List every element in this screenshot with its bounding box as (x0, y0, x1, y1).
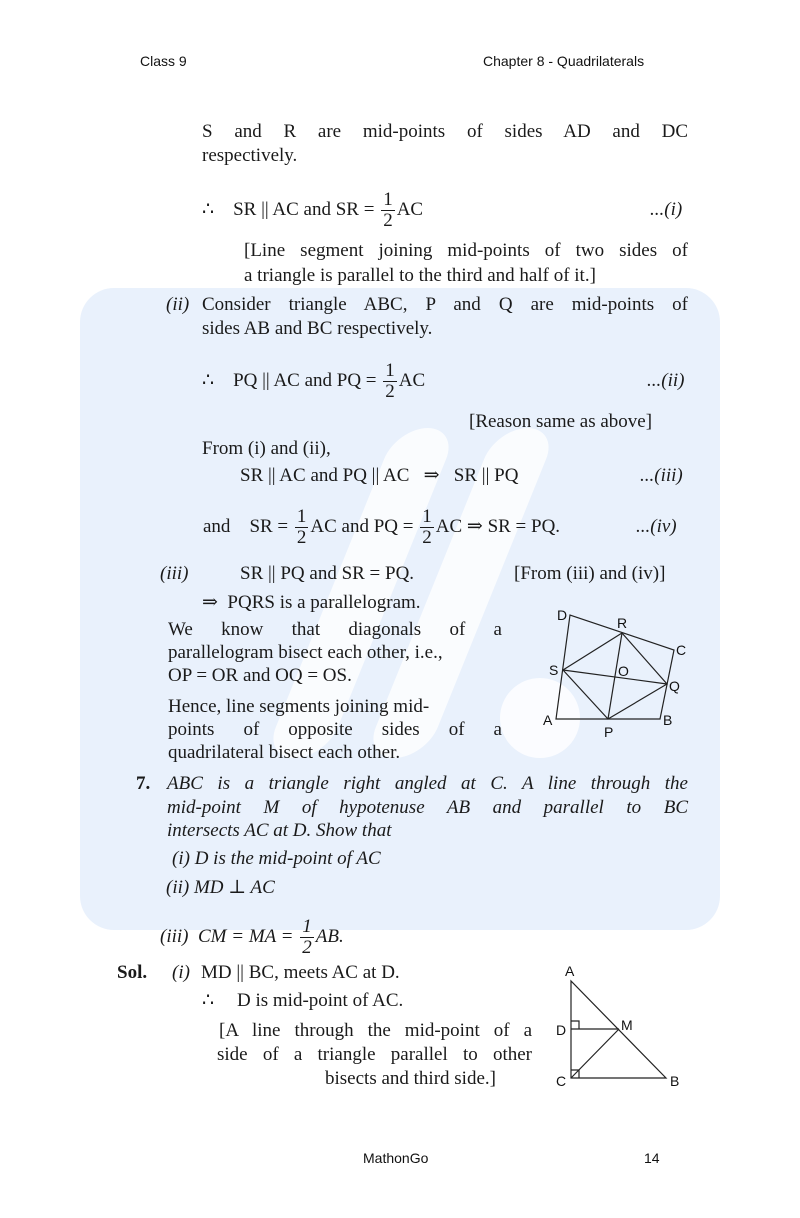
header-chapter: Chapter 8 - Quadrilaterals (483, 53, 645, 69)
para2-line3: quadrilateral bisect each other. (168, 742, 401, 763)
label-b: B (670, 1073, 680, 1089)
question-number: 7. (136, 773, 151, 794)
eq-right: AC (396, 198, 424, 220)
and-word: and (203, 515, 231, 537)
eq2-c: AC ⇒ SR = PQ. (435, 515, 561, 537)
label-o: O (618, 663, 629, 679)
eq-tag-iv: ...(iv) (636, 516, 677, 537)
item-label: (i) (172, 848, 190, 869)
para2-line2: points of opposite sides of a (168, 719, 502, 740)
implies-line: SR || AC and PQ || AC ⇒ SR || PQ (240, 465, 519, 486)
footer-page-number: 14 (644, 1150, 660, 1166)
part-ii-line2: sides AB and BC respectively. (202, 318, 433, 339)
para1-line3: OP = OR and OQ = OS. (168, 665, 352, 686)
part-iii-reason: [From (iii) and (iv)] (514, 563, 666, 584)
part-iii-conclusion: ⇒ PQRS is a parallelogram. (202, 592, 421, 613)
part-i-line2: respectively. (202, 145, 298, 166)
eq2-a: SR = (249, 515, 289, 537)
therefore-symbol: ∴ (202, 198, 215, 220)
q7-item-i (172, 848, 381, 870)
q7-item-iii (160, 917, 344, 958)
part-ii-line1: Consider triangle ABC, P and Q are mid-points of (202, 294, 688, 315)
label-m: M (621, 1017, 633, 1033)
fraction-half (300, 917, 314, 958)
frac-den: 2 (296, 527, 307, 548)
frac-den: 2 (422, 527, 432, 548)
item-label: (iii) (160, 925, 189, 947)
item-text: MD ⊥ AC (193, 877, 275, 898)
part-i-equation (202, 190, 423, 231)
label-d: D (556, 1022, 567, 1038)
quad-abcd (556, 615, 674, 719)
diagonal-sq (563, 670, 667, 684)
label-b: B (663, 712, 673, 728)
fraction-half (381, 190, 395, 231)
q7-line1: ABC is a triangle right angled at C. A line through the (167, 773, 688, 794)
label-r: R (617, 615, 628, 631)
item-text-b: AB. (315, 925, 344, 947)
right-angle-d (571, 1021, 579, 1029)
fraction-half (295, 507, 309, 548)
from-i-and-ii: From (i) and (ii), (202, 438, 331, 459)
eq-left: PQ || AC and PQ = (233, 369, 377, 391)
frac-num: 1 (385, 360, 395, 381)
label-q: Q (669, 678, 680, 694)
frac-den: 2 (385, 381, 395, 402)
equality-line (203, 507, 560, 548)
header-class: Class 9 (140, 53, 187, 69)
para1-line1: We know that diagonals of a (168, 619, 502, 640)
label-p: P (604, 724, 614, 740)
solution-reason2: side of a triangle parallel to other (217, 1044, 532, 1065)
fraction-half (420, 507, 434, 548)
q7-line2: mid-point M of hypotenuse AB and parallel to BC (167, 797, 688, 818)
q7-line3: intersects AC at D. Show that (167, 820, 392, 841)
label-s: S (549, 662, 559, 678)
label-d: D (557, 607, 568, 623)
para2-line1: Hence, line segments joining mid- (168, 696, 430, 717)
reason-i-line2: a triangle is parallel to the third and half of it.] (244, 265, 596, 286)
solution-line2: D is mid-point of AC. (237, 990, 404, 1011)
fraction-half (383, 361, 397, 402)
part-iii-label: (iii) (160, 563, 189, 584)
frac-den: 2 (383, 210, 393, 231)
frac-den: 2 (302, 937, 312, 958)
frac-num: 1 (302, 916, 312, 937)
solution-label: Sol. (117, 962, 148, 983)
eq-tag-i: ...(i) (650, 199, 683, 220)
eq-tag-ii: ...(ii) (647, 370, 685, 391)
solution-therefore: ∴ (202, 990, 215, 1011)
solution-reason3: bisects and third side.] (325, 1068, 496, 1089)
item-text-a: CM = MA = (198, 925, 294, 947)
solution-part-label: (i) (172, 962, 190, 983)
label-c: C (676, 642, 687, 658)
eq-left: SR || AC and SR = (233, 198, 375, 220)
solution-reason1: [A line through the mid-point of a (219, 1020, 532, 1041)
segment-cm (571, 1029, 619, 1078)
eq-tag-iii: ...(iii) (640, 465, 683, 486)
eq-right: AC (398, 369, 426, 391)
q7-item-ii (166, 877, 275, 899)
label-a: A (565, 963, 575, 979)
reason-ii: [Reason same as above] (469, 411, 653, 432)
item-label: (ii) (166, 877, 190, 898)
quadrilateral-figure (530, 595, 710, 745)
reason-i-line1: [Line segment joining mid-points of two sides of (244, 240, 688, 261)
footer-brand: MathonGo (363, 1150, 429, 1166)
part-i-line1: S and R are mid-points of sides AD and DC (202, 121, 688, 142)
part-iii-statement: SR || PQ and SR = PQ. (240, 563, 415, 584)
solution-line1: MD || BC, meets AC at D. (201, 962, 400, 983)
item-text: D is the mid-point of AC (194, 848, 381, 869)
right-triangle-figure (545, 955, 695, 1095)
frac-num: 1 (422, 506, 432, 527)
label-a: A (543, 712, 553, 728)
frac-num: 1 (296, 506, 307, 527)
frac-num: 1 (383, 189, 393, 210)
part-ii-equation (202, 361, 425, 402)
part-ii-label: (ii) (166, 294, 190, 315)
therefore-symbol: ∴ (202, 369, 215, 391)
para1-line2: parallelogram bisect each other, i.e., (168, 642, 443, 663)
eq2-b: AC and PQ = (310, 515, 414, 537)
label-c: C (556, 1073, 567, 1089)
